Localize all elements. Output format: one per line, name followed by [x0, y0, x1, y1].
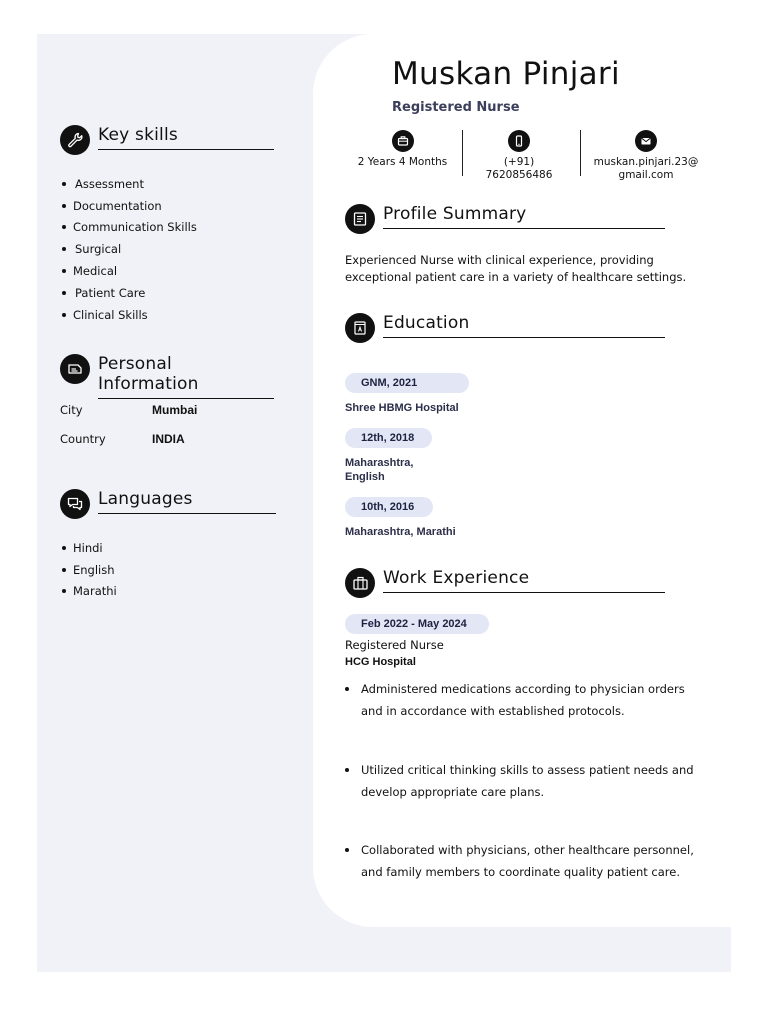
personal-info-title: Personal Information [98, 354, 199, 394]
contact-email [586, 130, 706, 182]
list-item: Patient Care [62, 282, 197, 304]
personal-info-header [60, 354, 274, 399]
education-pill: 10th, 2016 [345, 497, 433, 517]
education-place [345, 456, 413, 484]
briefcase-icon [345, 568, 375, 598]
list-item: Marathi [62, 581, 117, 603]
id-card-icon [60, 354, 90, 384]
wrench-icon [60, 125, 90, 155]
work-experience-title: Work Experience [383, 568, 530, 588]
education-place: Shree HBMG Hospital [345, 402, 459, 414]
contact-divider [580, 130, 581, 176]
work-bullet-text: Administered medications according to physician orders and in accordance with established protocols. [361, 682, 685, 718]
contact-divider [462, 130, 463, 176]
info-label: City [60, 403, 83, 417]
languages-title: Languages [98, 489, 193, 509]
work-company: HCG Hospital [345, 656, 416, 668]
work-role: Registered Nurse [345, 638, 444, 652]
phone-code: (+91) [503, 156, 535, 168]
education-place-line: English [345, 471, 385, 483]
key-skills-header [60, 125, 274, 155]
contact-experience [345, 130, 460, 169]
education-pill: 12th, 2018 [345, 428, 432, 448]
work-bullet [345, 839, 705, 883]
work-experience-header [345, 568, 665, 598]
education-pill: GNM, 2021 [345, 373, 469, 393]
work-period-pill: Feb 2022 - May 2024 [345, 614, 489, 634]
list-item: English [62, 559, 117, 581]
education-header [345, 313, 665, 343]
experience-text: 2 Years 4 Months [357, 156, 448, 168]
work-bullet-text: Collaborated with physicians, other healthcare personnel, and family members to coordinate quality patient care. [361, 843, 694, 879]
languages-header [60, 489, 276, 519]
briefcase-icon [392, 130, 414, 152]
phone-number: 7620856486 [485, 169, 553, 181]
languages-list [62, 537, 117, 602]
profile-summary-title: Profile Summary [383, 204, 527, 224]
info-value: INDIA [152, 432, 185, 446]
profile-summary-header [345, 204, 665, 234]
education-place: Maharashtra, Marathi [345, 526, 456, 538]
contact-phone [470, 130, 568, 182]
list-item: Assessment [62, 173, 197, 195]
candidate-name: Muskan Pinjari [392, 56, 620, 92]
list-item: Surgical [62, 238, 197, 260]
document-icon [345, 204, 375, 234]
work-bullet [345, 759, 705, 803]
email-line-1: muskan.pinjari.23@ [593, 156, 699, 168]
chat-icon [60, 489, 90, 519]
envelope-icon [635, 130, 657, 152]
candidate-role: Registered Nurse [392, 100, 520, 115]
list-item: Clinical Skills [62, 304, 197, 326]
profile-summary-text: Experienced Nurse with clinical experience, providing exceptional patient care in a variety of healthcare settings. [345, 253, 687, 284]
key-skills-title: Key skills [98, 125, 178, 145]
key-skills-list [62, 173, 197, 326]
book-icon [345, 313, 375, 343]
info-label: Country [60, 432, 106, 446]
info-value: Mumbai [152, 403, 198, 417]
phone-icon [508, 130, 530, 152]
work-bullet [345, 678, 705, 722]
email-line-2: gmail.com [618, 169, 674, 181]
list-item: Hindi [62, 537, 117, 559]
education-title: Education [383, 313, 470, 333]
list-item: Documentation [62, 195, 197, 217]
list-item: Medical [62, 260, 197, 282]
education-place-line: Maharashtra, [345, 457, 414, 469]
list-item: Communication Skills [62, 217, 197, 239]
work-bullet-text: Utilized critical thinking skills to assess patient needs and develop appropriate care plans. [361, 763, 694, 799]
